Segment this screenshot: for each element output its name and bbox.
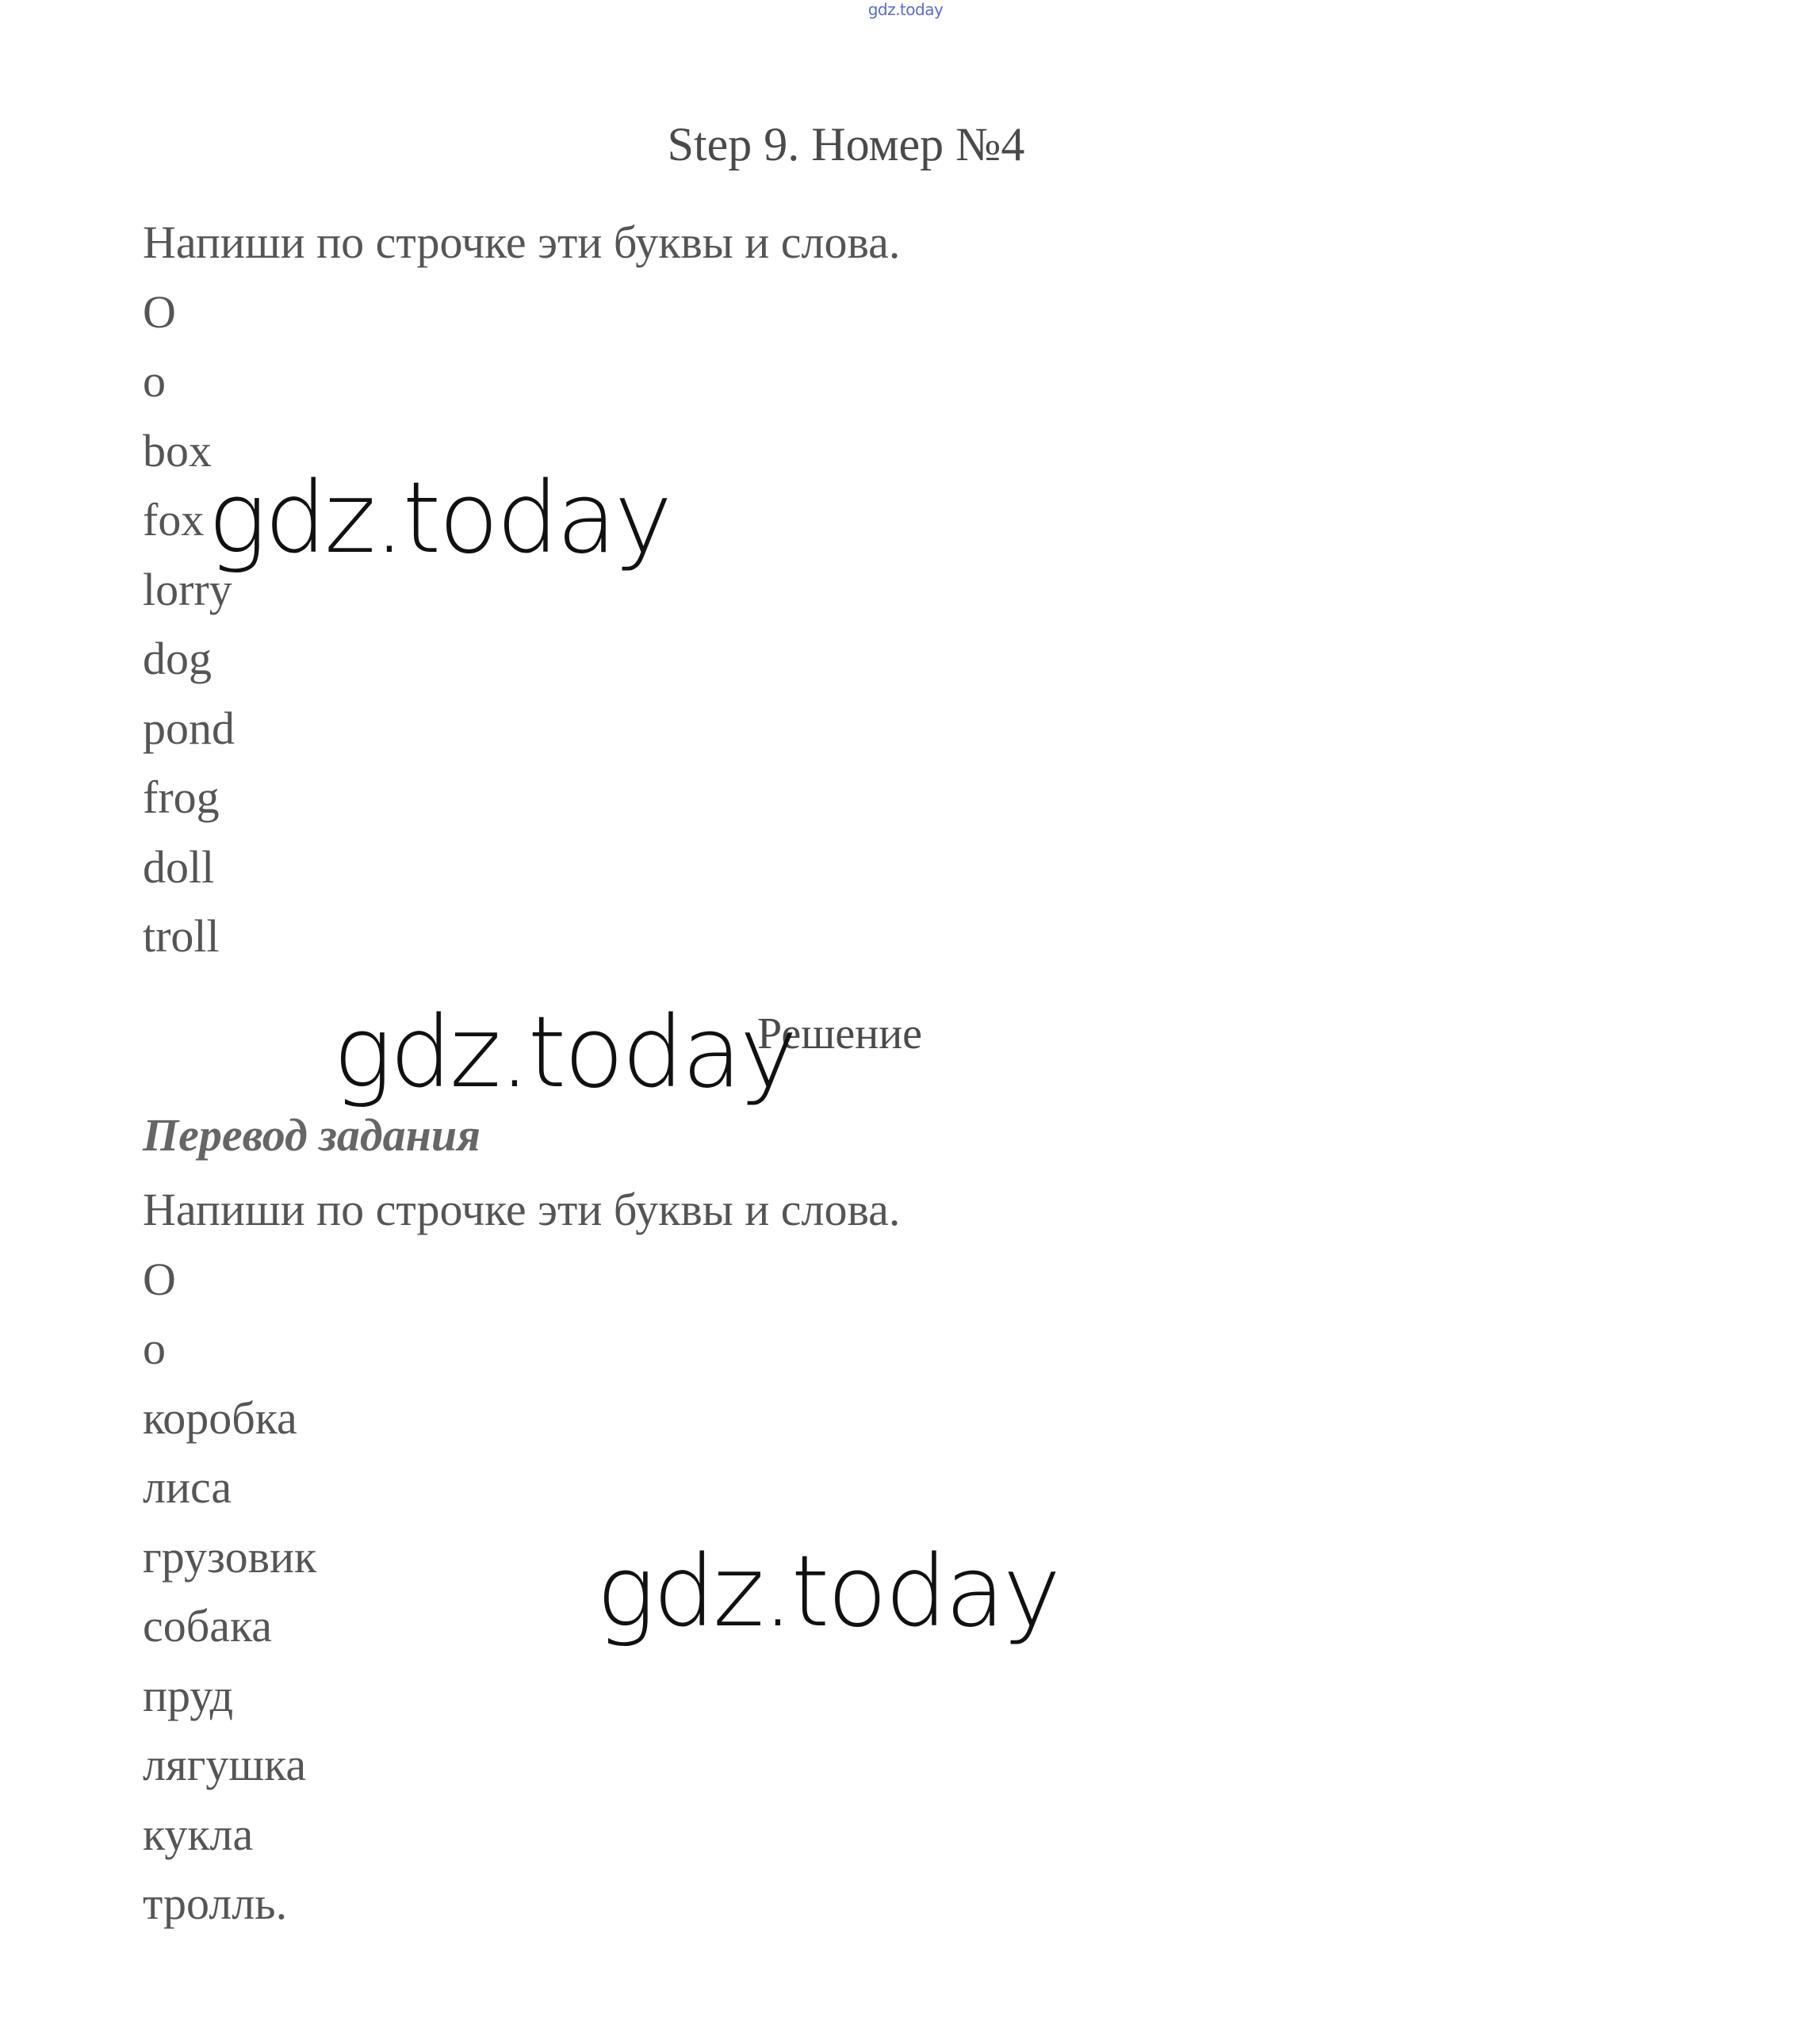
translation-item: пруд [143,1669,234,1721]
watermark: gdz.today [596,1535,1059,1649]
translation-item: грузовик [143,1530,317,1583]
task-item: dog [143,633,212,684]
translation-item: лиса [143,1461,232,1513]
header-watermark: gdz.today [867,0,944,19]
translation-title: Перевод задания [143,1109,481,1161]
translation-item: о [143,1322,166,1374]
task-item: troll [143,910,220,962]
translation-item: кукла [143,1808,254,1860]
translation-instruction: Напиши по строчке эти буквы и слова. [143,1184,901,1235]
task-item: box [143,424,212,477]
translation-item: тролль. [143,1877,288,1929]
watermark: gdz.today [208,461,671,576]
task-item: doll [143,840,215,893]
page-title: Step 9. Номер №4 [667,118,1025,170]
task-item: o [143,355,166,407]
task-instruction: Напиши по строчке эти буквы и слова. [143,216,901,268]
translation-item: лягушка [143,1739,307,1790]
task-item: lorry [143,563,232,615]
task-item: O [143,285,176,338]
translation-item: собака [143,1600,273,1652]
task-item: pond [143,702,235,754]
task-item: frog [143,771,220,823]
translation-item: О [143,1253,176,1305]
solution-heading: Решение [757,1009,923,1058]
watermark: gdz.today [333,996,796,1110]
task-block [143,208,900,971]
translation-item: коробка [143,1391,297,1444]
task-item: fox [143,494,205,545]
